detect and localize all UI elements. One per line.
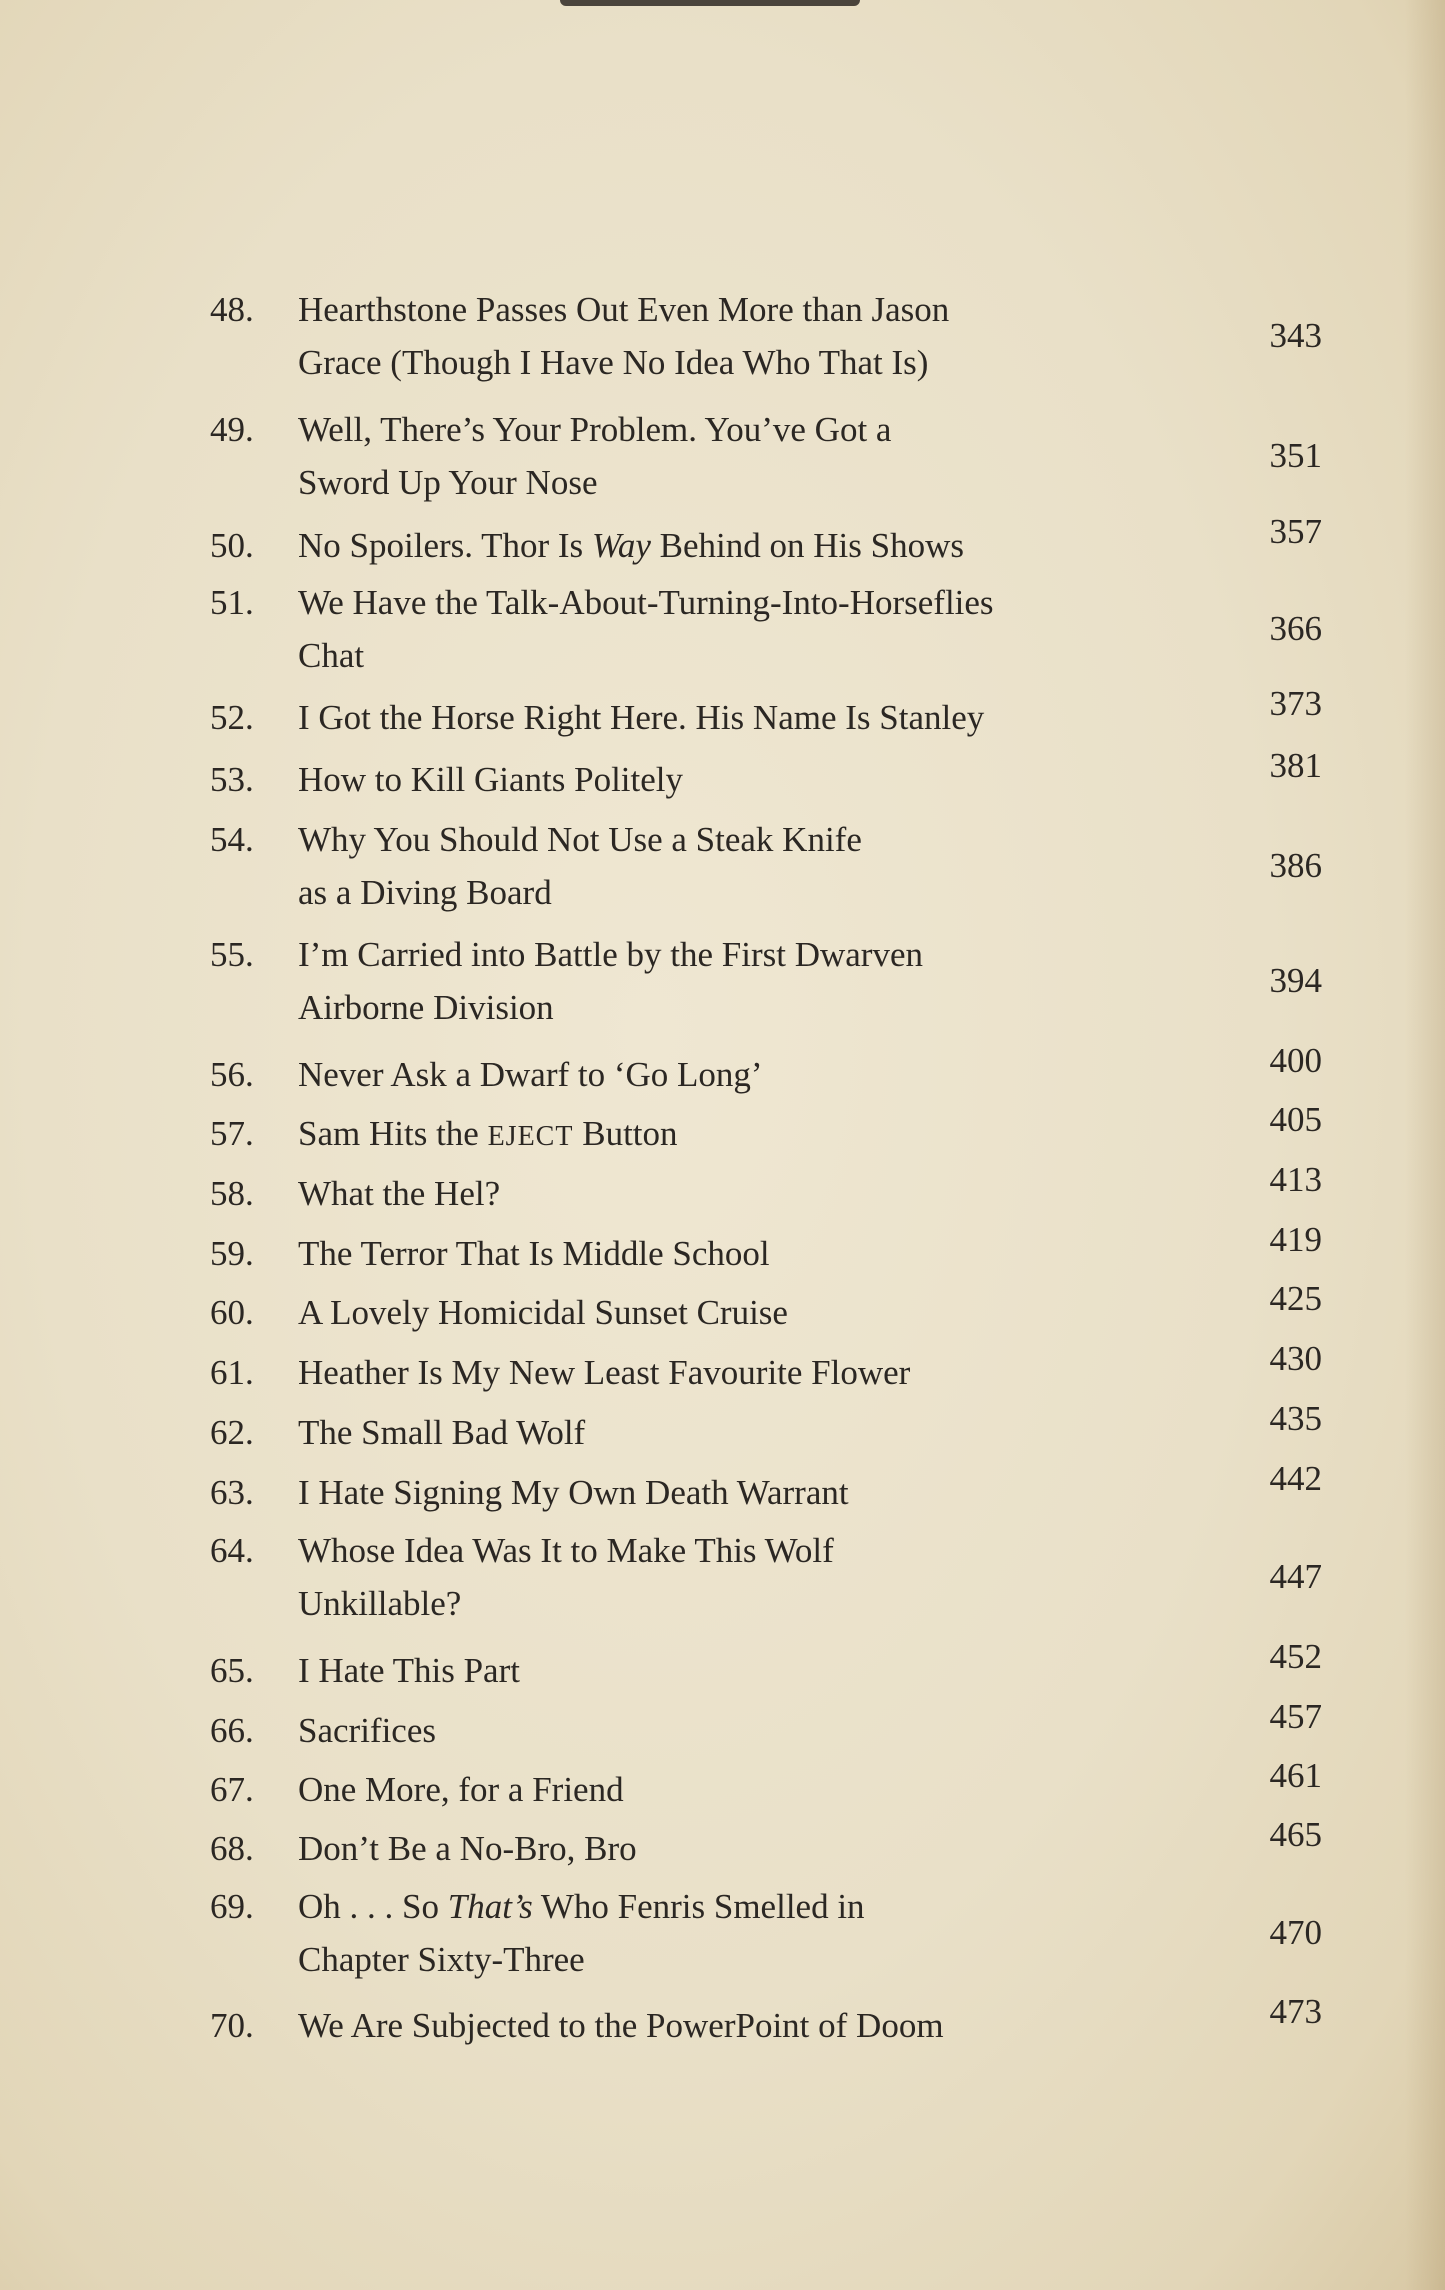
chapter-number: 60. <box>210 1293 254 1332</box>
title-fragment: How to Kill Giants Politely <box>298 760 683 799</box>
page-number: 381 <box>1269 746 1322 785</box>
chapter-title-line <box>298 1999 1198 2052</box>
chapter-title-line <box>298 1286 1198 1339</box>
page-number: 394 <box>1269 961 1322 1000</box>
chapter-title <box>298 1227 1198 1280</box>
chapter-title <box>298 1107 1198 1163</box>
chapter-title-line <box>298 1346 1198 1399</box>
title-fragment: Oh . . . So <box>298 1887 448 1926</box>
page-number: 470 <box>1269 1913 1322 1952</box>
page-number: 400 <box>1269 1041 1322 1080</box>
chapter-title-line <box>298 981 1198 1034</box>
page-number: 405 <box>1269 1100 1322 1139</box>
chapter-number: 54. <box>210 820 254 859</box>
chapter-number: 57. <box>210 1114 254 1153</box>
chapter-title <box>298 403 1198 509</box>
chapter-title-line <box>298 1704 1198 1757</box>
chapter-title <box>298 1286 1198 1339</box>
title-fragment: Grace (Though I Have No Idea Who That Is) <box>298 343 929 382</box>
title-fragment: Chat <box>298 636 365 675</box>
title-fragment: Who Fenris Smelled in <box>532 1887 865 1926</box>
chapter-title-line <box>298 753 1198 806</box>
title-fragment: What the Hel? <box>298 1174 501 1213</box>
chapter-title-line <box>298 456 1198 509</box>
page-number: 386 <box>1269 846 1322 885</box>
chapter-title-line <box>298 1822 1198 1875</box>
title-fragment: Why You Should Not Use a Steak Knife <box>298 820 862 859</box>
title-fragment: Unkillable? <box>298 1584 462 1623</box>
page-number: 419 <box>1269 1220 1322 1259</box>
title-fragment: Way <box>591 526 651 565</box>
chapter-title <box>298 1524 1198 1630</box>
chapter-title-line <box>298 1933 1198 1986</box>
chapter-title-line <box>298 1048 1198 1101</box>
chapter-title <box>298 928 1198 1034</box>
chapter-title <box>298 1880 1198 1986</box>
chapter-title <box>298 1048 1198 1101</box>
title-fragment: Whose Idea Was It to Make This Wolf <box>298 1531 834 1570</box>
title-fragment: The Terror That Is Middle School <box>298 1234 770 1273</box>
page-number: 465 <box>1269 1815 1322 1854</box>
title-fragment: as a Diving Board <box>298 873 552 912</box>
title-fragment: One More, for a Friend <box>298 1770 624 1809</box>
chapter-title-line <box>298 866 1198 919</box>
page-number: 413 <box>1269 1160 1322 1199</box>
page-number: 461 <box>1269 1756 1322 1795</box>
chapter-title <box>298 283 1198 389</box>
chapter-number: 63. <box>210 1473 254 1512</box>
chapter-number: 55. <box>210 935 254 974</box>
page-number: 473 <box>1269 1992 1322 2031</box>
title-fragment: Well, There’s Your Problem. You’ve Got a <box>298 410 892 449</box>
chapter-title-line <box>298 1644 1198 1697</box>
title-fragment: Heather Is My New Least Favourite Flower <box>298 1353 911 1392</box>
title-fragment: I’m Carried into Battle by the First Dwarven <box>298 935 923 974</box>
chapter-number: 56. <box>210 1055 254 1094</box>
page-number: 343 <box>1269 316 1322 355</box>
chapter-title-line <box>298 576 1198 629</box>
page-number: 357 <box>1269 512 1322 551</box>
chapter-title <box>298 1704 1198 1757</box>
chapter-title-line <box>298 283 1198 336</box>
chapter-title-line <box>298 1107 1198 1163</box>
chapter-title-line <box>298 629 1198 682</box>
chapter-title <box>298 1999 1198 2052</box>
chapter-number: 67. <box>210 1770 254 1809</box>
title-fragment: Hearthstone Passes Out Even More than Jason <box>298 290 950 329</box>
page-number: 447 <box>1269 1557 1322 1596</box>
chapter-title <box>298 1644 1198 1697</box>
chapter-title-line <box>298 1167 1198 1220</box>
title-fragment: Chapter Sixty-Three <box>298 1940 585 1979</box>
chapter-title <box>298 519 1198 572</box>
title-fragment: Airborne Division <box>298 988 554 1027</box>
chapter-title-line <box>298 1577 1198 1630</box>
chapter-title <box>298 1822 1198 1875</box>
title-fragment: Don’t Be a No-Bro, Bro <box>298 1829 637 1868</box>
title-fragment: Sacrifices <box>298 1711 436 1750</box>
chapter-title-line <box>298 519 1198 572</box>
page-number: 452 <box>1269 1637 1322 1676</box>
title-fragment: EJECT <box>487 1121 574 1152</box>
page-number: 373 <box>1269 684 1322 723</box>
page-number: 457 <box>1269 1697 1322 1736</box>
chapter-number: 66. <box>210 1711 254 1750</box>
chapter-number: 50. <box>210 526 254 565</box>
chapter-number: 49. <box>210 410 254 449</box>
chapter-number: 48. <box>210 290 254 329</box>
chapter-title-line <box>298 1880 1198 1933</box>
chapter-number: 61. <box>210 1353 254 1392</box>
title-fragment: A Lovely Homicidal Sunset Cruise <box>298 1293 788 1332</box>
chapter-title <box>298 813 1198 919</box>
title-fragment: That’s <box>447 1887 533 1926</box>
page-number: 425 <box>1269 1279 1322 1318</box>
chapter-title <box>298 691 1198 744</box>
chapter-title-line <box>298 691 1198 744</box>
chapter-number: 70. <box>210 2006 254 2045</box>
chapter-title-line <box>298 1227 1198 1280</box>
chapter-number: 53. <box>210 760 254 799</box>
chapter-title <box>298 1466 1198 1519</box>
chapter-title <box>298 1346 1198 1399</box>
page-number: 351 <box>1269 436 1322 475</box>
page-number: 435 <box>1269 1399 1322 1438</box>
chapter-number: 59. <box>210 1234 254 1273</box>
title-fragment: I Hate This Part <box>298 1651 520 1690</box>
chapter-title-line <box>298 1406 1198 1459</box>
chapter-title-line <box>298 336 1198 389</box>
title-fragment: Button <box>573 1114 678 1153</box>
page-number: 442 <box>1269 1459 1322 1498</box>
chapter-number: 65. <box>210 1651 254 1690</box>
chapter-number: 58. <box>210 1174 254 1213</box>
chapter-title <box>298 1763 1198 1816</box>
chapter-title <box>298 753 1198 806</box>
title-fragment: We Are Subjected to the PowerPoint of Doom <box>298 2006 944 2045</box>
chapter-number: 52. <box>210 698 254 737</box>
title-fragment: Behind on His Shows <box>650 526 965 565</box>
chapter-title-line <box>298 1466 1198 1519</box>
title-fragment: No Spoilers. Thor Is <box>298 526 592 565</box>
chapter-number: 64. <box>210 1531 254 1570</box>
chapter-title-line <box>298 1524 1198 1577</box>
chapter-title <box>298 1167 1198 1220</box>
page-number: 366 <box>1269 609 1322 648</box>
chapter-title-line <box>298 403 1198 456</box>
chapter-number: 51. <box>210 583 254 622</box>
chapter-title <box>298 576 1198 682</box>
title-fragment: Never Ask a Dwarf to ‘Go Long’ <box>298 1055 763 1094</box>
title-fragment: We Have the Talk-About-Turning-Into-Horseflies <box>298 583 994 622</box>
title-fragment: I Hate Signing My Own Death Warrant <box>298 1473 849 1512</box>
title-fragment: The Small Bad Wolf <box>298 1413 586 1452</box>
chapter-title-line <box>298 928 1198 981</box>
chapter-title-line <box>298 1763 1198 1816</box>
title-fragment: Sam Hits the <box>298 1114 488 1153</box>
chapter-title-line <box>298 813 1198 866</box>
page-number: 430 <box>1269 1339 1322 1378</box>
title-fragment: I Got the Horse Right Here. His Name Is Stanley <box>298 698 985 737</box>
title-fragment: Sword Up Your Nose <box>298 463 598 502</box>
chapter-number: 68. <box>210 1829 254 1868</box>
chapter-number: 62. <box>210 1413 254 1452</box>
chapter-number: 69. <box>210 1887 254 1926</box>
chapter-title <box>298 1406 1198 1459</box>
